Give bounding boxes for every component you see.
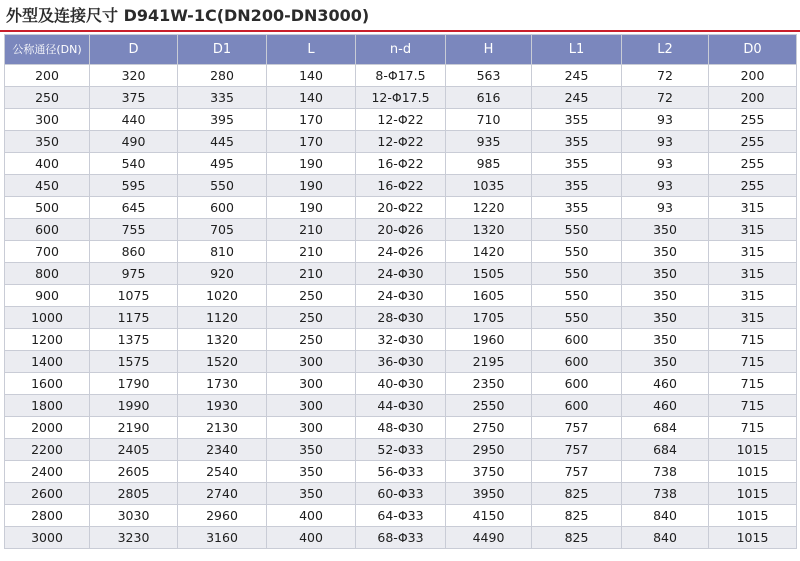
cell-d1: 1930 — [178, 395, 267, 417]
cell-d: 490 — [90, 131, 178, 153]
cell-l2: 72 — [622, 87, 709, 109]
table-row — [5, 395, 797, 417]
cell-h: 1960 — [446, 329, 532, 351]
cell-d0: 715 — [709, 395, 797, 417]
cell-l1: 757 — [532, 417, 622, 439]
cell-d0: 315 — [709, 219, 797, 241]
cell-h: 1505 — [446, 263, 532, 285]
cell-d0: 315 — [709, 263, 797, 285]
cell-l2: 350 — [622, 307, 709, 329]
cell-d0: 315 — [709, 285, 797, 307]
cell-h: 2550 — [446, 395, 532, 417]
cell-d: 1575 — [90, 351, 178, 373]
cell-dn: 3000 — [5, 527, 90, 549]
cell-n-d: 48-Φ30 — [356, 417, 446, 439]
cell-d: 540 — [90, 153, 178, 175]
column-header-dn: 公称通径(DN) — [5, 35, 90, 65]
cell-l2: 93 — [622, 131, 709, 153]
cell-dn: 2400 — [5, 461, 90, 483]
table-row — [5, 307, 797, 329]
cell-h: 985 — [446, 153, 532, 175]
cell-h: 1035 — [446, 175, 532, 197]
cell-d1: 1120 — [178, 307, 267, 329]
cell-l: 350 — [267, 461, 356, 483]
cell-h: 2350 — [446, 373, 532, 395]
cell-d: 1375 — [90, 329, 178, 351]
cell-l: 170 — [267, 131, 356, 153]
table-row — [5, 65, 797, 87]
cell-h: 2950 — [446, 439, 532, 461]
cell-n-d: 12-Φ22 — [356, 131, 446, 153]
cell-h: 710 — [446, 109, 532, 131]
cell-n-d: 44-Φ30 — [356, 395, 446, 417]
cell-l: 140 — [267, 87, 356, 109]
cell-n-d: 40-Φ30 — [356, 373, 446, 395]
table-row — [5, 329, 797, 351]
cell-h: 3750 — [446, 461, 532, 483]
cell-n-d: 16-Φ22 — [356, 175, 446, 197]
cell-l: 300 — [267, 373, 356, 395]
cell-dn: 900 — [5, 285, 90, 307]
cell-d0: 715 — [709, 351, 797, 373]
cell-l1: 550 — [532, 263, 622, 285]
cell-d: 2190 — [90, 417, 178, 439]
cell-d1: 705 — [178, 219, 267, 241]
cell-l1: 245 — [532, 87, 622, 109]
cell-l2: 738 — [622, 461, 709, 483]
cell-h: 2195 — [446, 351, 532, 373]
cell-n-d: 12-Φ17.5 — [356, 87, 446, 109]
cell-d0: 255 — [709, 109, 797, 131]
cell-d1: 600 — [178, 197, 267, 219]
cell-d0: 255 — [709, 131, 797, 153]
cell-dn: 2800 — [5, 505, 90, 527]
cell-h: 1220 — [446, 197, 532, 219]
table-row — [5, 263, 797, 285]
cell-l2: 840 — [622, 505, 709, 527]
cell-l: 300 — [267, 417, 356, 439]
table-row — [5, 241, 797, 263]
cell-d0: 1015 — [709, 505, 797, 527]
cell-dn: 1400 — [5, 351, 90, 373]
cell-h: 1705 — [446, 307, 532, 329]
cell-dn: 350 — [5, 131, 90, 153]
cell-d0: 1015 — [709, 461, 797, 483]
cell-l1: 550 — [532, 219, 622, 241]
cell-l2: 460 — [622, 395, 709, 417]
table-row — [5, 527, 797, 549]
title-divider — [0, 30, 800, 32]
cell-l: 190 — [267, 175, 356, 197]
cell-n-d: 24-Φ26 — [356, 241, 446, 263]
table-header-row — [5, 35, 797, 65]
column-header-h: H — [446, 35, 532, 65]
cell-l1: 355 — [532, 175, 622, 197]
cell-l1: 757 — [532, 439, 622, 461]
cell-d0: 1015 — [709, 527, 797, 549]
page-title: 外型及连接尺寸 D941W-1C(DN200-DN3000) — [6, 6, 370, 25]
cell-d0: 315 — [709, 197, 797, 219]
cell-d: 3230 — [90, 527, 178, 549]
column-header-l2: L2 — [622, 35, 709, 65]
cell-d: 320 — [90, 65, 178, 87]
cell-d0: 200 — [709, 87, 797, 109]
cell-d1: 1520 — [178, 351, 267, 373]
cell-l2: 840 — [622, 527, 709, 549]
cell-dn: 200 — [5, 65, 90, 87]
cell-l1: 355 — [532, 131, 622, 153]
column-header-l1: L1 — [532, 35, 622, 65]
cell-n-d: 16-Φ22 — [356, 153, 446, 175]
table-row — [5, 505, 797, 527]
cell-d1: 1730 — [178, 373, 267, 395]
cell-d: 3030 — [90, 505, 178, 527]
cell-l: 140 — [267, 65, 356, 87]
cell-dn: 800 — [5, 263, 90, 285]
cell-n-d: 24-Φ30 — [356, 263, 446, 285]
cell-dn: 1600 — [5, 373, 90, 395]
cell-d: 1990 — [90, 395, 178, 417]
cell-n-d: 32-Φ30 — [356, 329, 446, 351]
column-header-d0: D0 — [709, 35, 797, 65]
table-row — [5, 219, 797, 241]
cell-d1: 3160 — [178, 527, 267, 549]
cell-n-d: 20-Φ26 — [356, 219, 446, 241]
cell-l: 250 — [267, 329, 356, 351]
table-row — [5, 439, 797, 461]
cell-d: 595 — [90, 175, 178, 197]
cell-d1: 810 — [178, 241, 267, 263]
cell-l: 210 — [267, 241, 356, 263]
cell-d: 975 — [90, 263, 178, 285]
cell-l2: 350 — [622, 285, 709, 307]
cell-l: 400 — [267, 505, 356, 527]
cell-d: 1175 — [90, 307, 178, 329]
cell-dn: 700 — [5, 241, 90, 263]
table-row — [5, 461, 797, 483]
table-row — [5, 285, 797, 307]
cell-h: 4150 — [446, 505, 532, 527]
cell-l2: 350 — [622, 263, 709, 285]
cell-d: 2405 — [90, 439, 178, 461]
cell-h: 2750 — [446, 417, 532, 439]
cell-dn: 1800 — [5, 395, 90, 417]
cell-l: 210 — [267, 263, 356, 285]
cell-l: 350 — [267, 439, 356, 461]
cell-n-d: 60-Φ33 — [356, 483, 446, 505]
cell-l1: 550 — [532, 241, 622, 263]
cell-l2: 350 — [622, 241, 709, 263]
table-row — [5, 197, 797, 219]
cell-d1: 1020 — [178, 285, 267, 307]
cell-l: 210 — [267, 219, 356, 241]
cell-h: 616 — [446, 87, 532, 109]
cell-d0: 715 — [709, 329, 797, 351]
cell-l1: 600 — [532, 329, 622, 351]
cell-d: 440 — [90, 109, 178, 131]
cell-d0: 715 — [709, 373, 797, 395]
cell-dn: 400 — [5, 153, 90, 175]
column-header-d: D — [90, 35, 178, 65]
cell-l1: 245 — [532, 65, 622, 87]
cell-d0: 315 — [709, 307, 797, 329]
cell-h: 4490 — [446, 527, 532, 549]
cell-d1: 550 — [178, 175, 267, 197]
cell-h: 935 — [446, 131, 532, 153]
cell-l: 400 — [267, 527, 356, 549]
cell-d0: 1015 — [709, 483, 797, 505]
cell-n-d: 68-Φ33 — [356, 527, 446, 549]
cell-l1: 355 — [532, 197, 622, 219]
cell-dn: 1000 — [5, 307, 90, 329]
cell-dn: 500 — [5, 197, 90, 219]
cell-l2: 72 — [622, 65, 709, 87]
cell-l2: 684 — [622, 439, 709, 461]
cell-l1: 600 — [532, 351, 622, 373]
cell-l: 190 — [267, 197, 356, 219]
table-row — [5, 153, 797, 175]
cell-l1: 825 — [532, 527, 622, 549]
cell-d: 860 — [90, 241, 178, 263]
cell-l2: 93 — [622, 175, 709, 197]
cell-n-d: 52-Φ33 — [356, 439, 446, 461]
cell-l1: 550 — [532, 285, 622, 307]
cell-d1: 2960 — [178, 505, 267, 527]
cell-d0: 1015 — [709, 439, 797, 461]
cell-l1: 600 — [532, 373, 622, 395]
cell-l: 300 — [267, 395, 356, 417]
cell-d0: 315 — [709, 241, 797, 263]
cell-l: 250 — [267, 307, 356, 329]
table-row — [5, 109, 797, 131]
cell-l1: 825 — [532, 505, 622, 527]
cell-d1: 445 — [178, 131, 267, 153]
cell-d1: 2540 — [178, 461, 267, 483]
cell-d1: 495 — [178, 153, 267, 175]
cell-h: 563 — [446, 65, 532, 87]
cell-h: 3950 — [446, 483, 532, 505]
cell-d0: 715 — [709, 417, 797, 439]
cell-h: 1420 — [446, 241, 532, 263]
cell-n-d: 12-Φ22 — [356, 109, 446, 131]
cell-dn: 2000 — [5, 417, 90, 439]
cell-l2: 93 — [622, 109, 709, 131]
cell-h: 1320 — [446, 219, 532, 241]
cell-l: 170 — [267, 109, 356, 131]
cell-d: 645 — [90, 197, 178, 219]
cell-dn: 250 — [5, 87, 90, 109]
table-body — [5, 65, 797, 549]
cell-l2: 738 — [622, 483, 709, 505]
table-row — [5, 417, 797, 439]
cell-n-d: 20-Φ22 — [356, 197, 446, 219]
cell-d1: 1320 — [178, 329, 267, 351]
cell-n-d: 28-Φ30 — [356, 307, 446, 329]
table-row — [5, 87, 797, 109]
cell-l1: 355 — [532, 109, 622, 131]
cell-l2: 93 — [622, 197, 709, 219]
dimensions-table — [4, 34, 797, 549]
column-header-d1: D1 — [178, 35, 267, 65]
cell-d0: 255 — [709, 153, 797, 175]
cell-l1: 600 — [532, 395, 622, 417]
table-row — [5, 175, 797, 197]
cell-l1: 757 — [532, 461, 622, 483]
cell-d1: 335 — [178, 87, 267, 109]
cell-d: 1790 — [90, 373, 178, 395]
cell-l: 350 — [267, 483, 356, 505]
cell-l2: 684 — [622, 417, 709, 439]
cell-dn: 450 — [5, 175, 90, 197]
cell-dn: 2600 — [5, 483, 90, 505]
column-header-n-d: n-d — [356, 35, 446, 65]
cell-n-d: 56-Φ33 — [356, 461, 446, 483]
cell-l: 190 — [267, 153, 356, 175]
cell-d1: 2130 — [178, 417, 267, 439]
table-row — [5, 373, 797, 395]
cell-h: 1605 — [446, 285, 532, 307]
table-row — [5, 351, 797, 373]
cell-n-d: 64-Φ33 — [356, 505, 446, 527]
cell-dn: 1200 — [5, 329, 90, 351]
cell-l2: 350 — [622, 219, 709, 241]
cell-l: 250 — [267, 285, 356, 307]
cell-d: 1075 — [90, 285, 178, 307]
cell-d1: 395 — [178, 109, 267, 131]
cell-d0: 200 — [709, 65, 797, 87]
cell-dn: 600 — [5, 219, 90, 241]
cell-l2: 350 — [622, 329, 709, 351]
table-row — [5, 131, 797, 153]
cell-d: 375 — [90, 87, 178, 109]
cell-d1: 280 — [178, 65, 267, 87]
cell-d1: 2340 — [178, 439, 267, 461]
cell-l1: 550 — [532, 307, 622, 329]
cell-n-d: 36-Φ30 — [356, 351, 446, 373]
cell-dn: 2200 — [5, 439, 90, 461]
column-header-l: L — [267, 35, 356, 65]
cell-d1: 2740 — [178, 483, 267, 505]
cell-d: 755 — [90, 219, 178, 241]
cell-n-d: 24-Φ30 — [356, 285, 446, 307]
cell-n-d: 8-Φ17.5 — [356, 65, 446, 87]
cell-l2: 460 — [622, 373, 709, 395]
cell-d: 2805 — [90, 483, 178, 505]
cell-l: 300 — [267, 351, 356, 373]
cell-l2: 93 — [622, 153, 709, 175]
cell-l1: 355 — [532, 153, 622, 175]
cell-dn: 300 — [5, 109, 90, 131]
cell-d: 2605 — [90, 461, 178, 483]
cell-l2: 350 — [622, 351, 709, 373]
cell-d0: 255 — [709, 175, 797, 197]
cell-d1: 920 — [178, 263, 267, 285]
table-row — [5, 483, 797, 505]
cell-l1: 825 — [532, 483, 622, 505]
